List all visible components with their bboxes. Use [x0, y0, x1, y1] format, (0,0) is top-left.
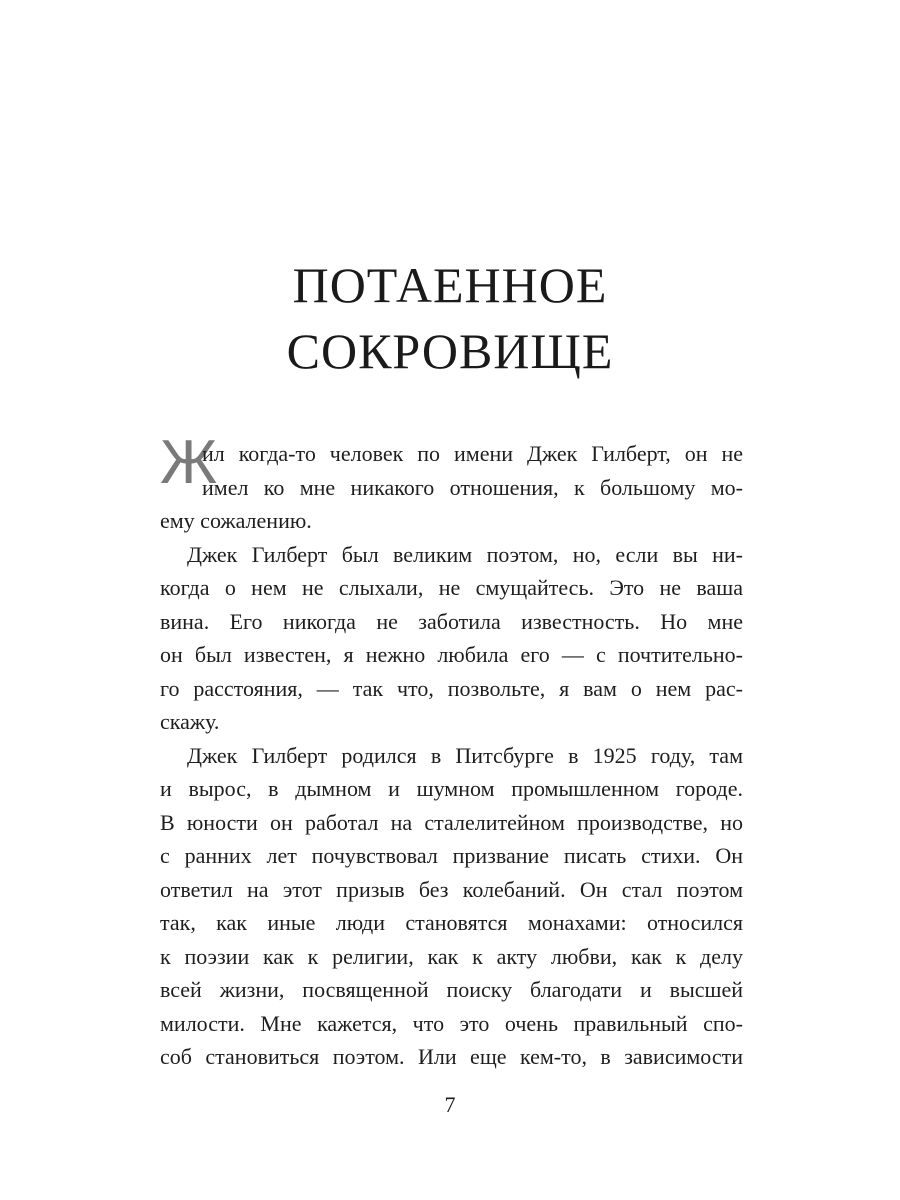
- page-number: 7: [444, 1092, 456, 1117]
- paragraph-line: скажу.: [160, 709, 220, 734]
- paragraph-line: имел ко мне никакого отношения, к большому мо-: [202, 474, 743, 500]
- chapter-title: [0, 252, 900, 384]
- paragraph-line: ил когда-то человек по имени Джек Гилберт, он не: [202, 441, 743, 466]
- paragraph-line: и вырос, в дымном и шумном промышленном городе.: [160, 776, 743, 801]
- paragraph-line: ответил на этот призыв без колебаний. Он стал поэтом: [160, 876, 743, 902]
- body-text: [160, 437, 743, 1074]
- drop-cap-letter: Ж: [160, 428, 218, 497]
- paragraph-line: ему сожалению.: [160, 508, 312, 533]
- paragraph-line: он был известен, я нежно любила его — с почтительно-: [160, 642, 743, 667]
- paragraph-line: так, как иные люди становятся монахами: относился: [160, 910, 743, 935]
- paragraph-line: Джек Гилберт родился в Питсбурге в 1925 году, там: [187, 742, 743, 768]
- paragraph-line: вина. Его никогда не заботила известность. Но мне: [160, 608, 743, 634]
- paragraph-line: го расстояния, — так что, позвольте, я вам о нем рас-: [160, 675, 743, 701]
- paragraph-line: милости. Мне кажется, что это очень правильный спо-: [160, 1010, 743, 1036]
- paragraph-line: к поэзии как к религии, как к акту любви, как к делу: [160, 943, 743, 969]
- paragraph-line: В юности он работал на сталелитейном производстве, но: [160, 809, 743, 835]
- paragraph-line: Джек Гилберт был великим поэтом, но, если вы ни-: [187, 541, 743, 567]
- chapter-title-line-1: ПОТАЕННОЕ: [292, 257, 608, 313]
- paragraph-line: с ранних лет почувствовал призвание писать стихи. Он: [160, 843, 743, 868]
- paragraph-line: соб становиться поэтом. Или еще кем-то, в зависимости: [160, 1044, 743, 1069]
- paragraph-line: когда о нем не слыхали, не смущайтесь. Это не ваша: [160, 575, 743, 600]
- paragraph-line: всей жизни, посвященной поиску благодати и высшей: [160, 977, 743, 1002]
- chapter-title-line-2: СОКРОВИЩЕ: [286, 323, 614, 379]
